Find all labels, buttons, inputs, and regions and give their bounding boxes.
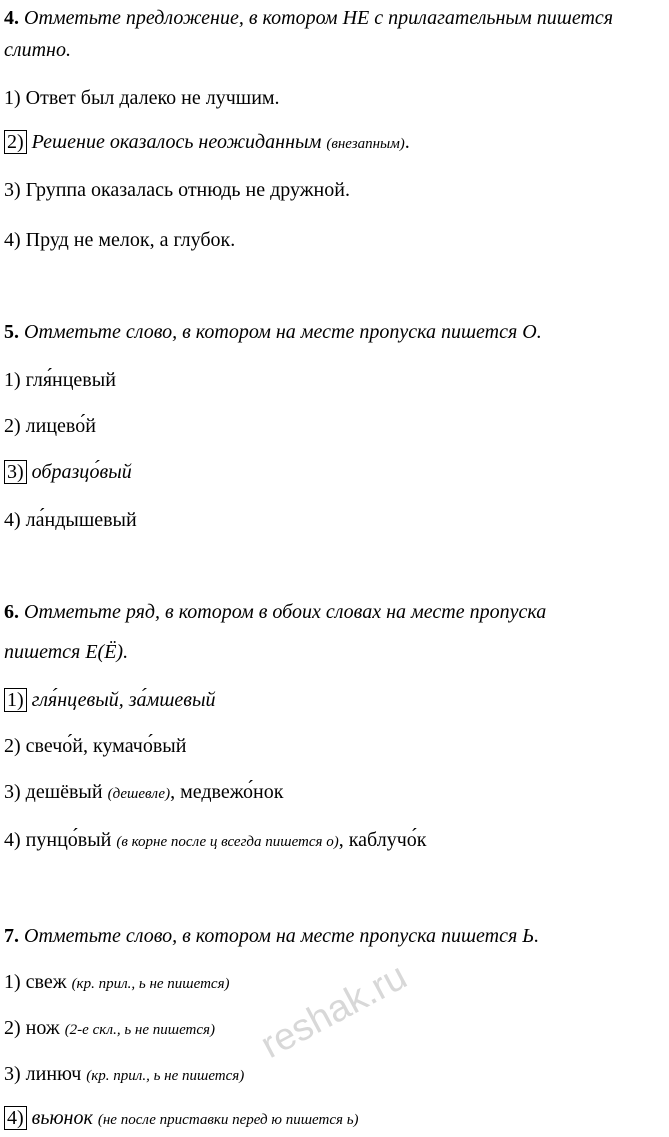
q5-option-1: 1) гля́нцевый: [4, 369, 116, 391]
q6-task-cont: пишется Е(Ё).: [4, 641, 129, 663]
q7-option-3-text: 3) линюч: [4, 1063, 82, 1085]
q6-option-1-text: гля́нцевый, за́мшевый: [31, 689, 216, 711]
q5-task-text: Отметьте слово, в котором на месте пропуска пишется О.: [24, 321, 542, 343]
q5-answer-box: 3): [4, 460, 27, 484]
q4-task-cont: слитно.: [4, 39, 71, 61]
q4-option-2-text: Решение оказалось неожиданным: [31, 131, 322, 153]
q6-answer-box: 1): [4, 688, 27, 712]
q6-task: [4, 600, 664, 624]
q5-option-3-text: образцо́вый: [31, 461, 132, 483]
q5-option-3: [4, 460, 132, 484]
q4-number: 4.: [4, 7, 19, 29]
q4-option-2: 2) Решение оказалось неожиданным (внезапным).: [4, 130, 410, 154]
q7-task-text: Отметьте слово, в котором на месте пропуска пишется Ь.: [24, 925, 540, 947]
q5-option-4: 4) ла́ндышевый: [4, 509, 137, 531]
q4-option-1: 1) Ответ был далеко не лучшим.: [4, 87, 280, 109]
q6-option-1: [4, 688, 216, 712]
watermark: reshak.ru: [254, 955, 414, 1067]
q7-option-2-note: (2-е скл., ь не пишется): [64, 1022, 216, 1038]
q7-option-3: [4, 1062, 244, 1086]
q7-option-1-text: 1) свеж: [4, 971, 67, 993]
q7-option-3-note: (кр. прил., ь не пишется): [86, 1068, 245, 1084]
q7-option-1: [4, 970, 230, 994]
q6-option-3-tail: , медвежо́нок: [170, 781, 284, 803]
q6-option-3-note: (дешевле): [107, 786, 171, 802]
q7-option-2: [4, 1016, 215, 1040]
q6-option-4-tail: , каблучо́к: [338, 829, 427, 851]
q5-option-2: 2) лицево́й: [4, 415, 96, 437]
q6-number: 6.: [4, 601, 19, 623]
q6-option-4-text: 4) пунцо́вый: [4, 829, 112, 851]
q6-option-3: [4, 780, 283, 804]
q7-task: [4, 924, 539, 948]
q6-option-4: [4, 828, 427, 852]
q7-option-2-text: 2) нож: [4, 1017, 60, 1039]
q7-option-4-text: вьюнок: [31, 1107, 93, 1129]
q7-option-4-note: (не после приставки перед ю пишется ь): [97, 1112, 359, 1128]
q4-option-3: 3) Группа оказалась отнюдь не дружной.: [4, 179, 350, 201]
q4-task: [4, 6, 613, 30]
q6-option-3-text: 3) дешёвый: [4, 781, 103, 803]
q5-number: 5.: [4, 321, 19, 343]
q4-task-text: Отметьте предложение, в котором НЕ с прилагательным пишется: [24, 7, 614, 29]
q4-option-4: 4) Пруд не мелок, а глубок.: [4, 229, 236, 251]
q6-option-4-note: (в корне после ц всегда пишется о): [116, 834, 339, 850]
q5-task: [4, 320, 542, 344]
q4-option-2-note: (внезапным): [326, 136, 405, 152]
q7-option-1-note: (кр. прил., ь не пишется): [71, 976, 230, 992]
q6-option-2: 2) свечо́й, кумачо́вый: [4, 735, 187, 757]
q7-option-4: [4, 1106, 359, 1130]
q7-answer-box: 4): [4, 1106, 27, 1130]
q6-task-text: Отметьте ряд, в котором в обоих словах на месте пропуска: [24, 601, 547, 623]
q7-number: 7.: [4, 925, 19, 947]
q4-answer-box: 2): [4, 130, 27, 154]
